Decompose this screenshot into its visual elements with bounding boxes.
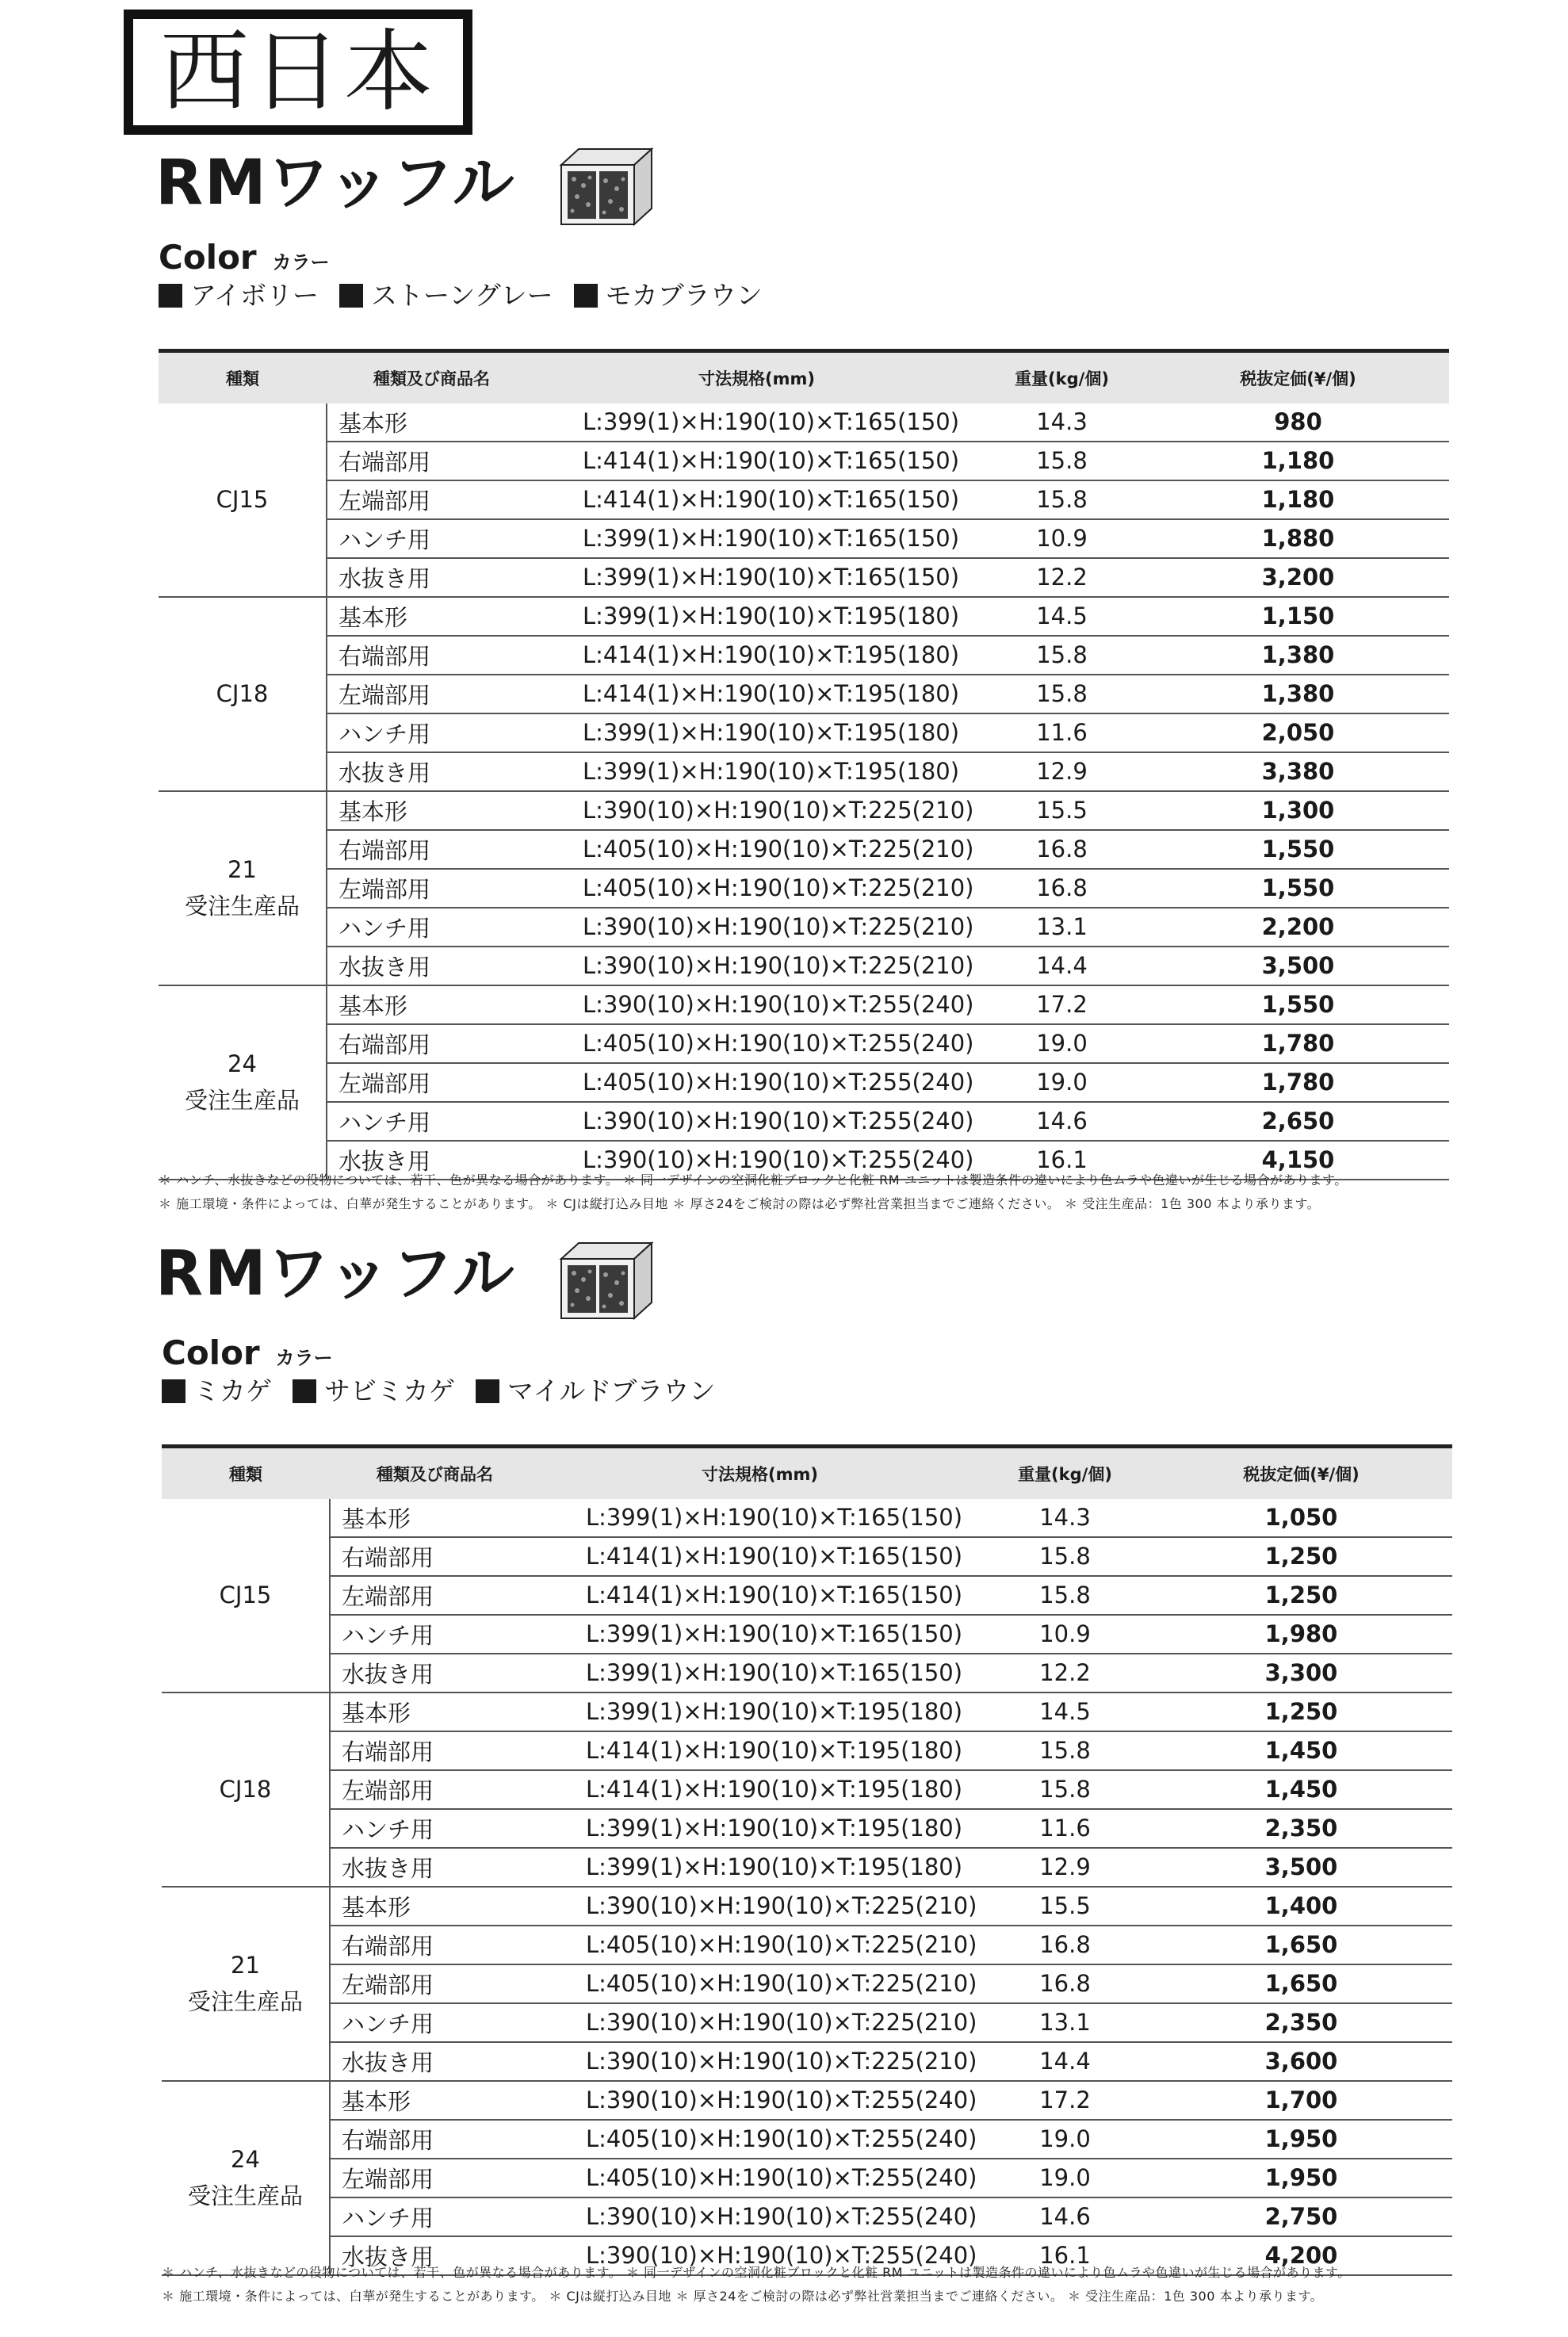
dimension-cell: L:399(1)×H:190(10)×T:195(180): [540, 1693, 980, 1731]
color-option: [574, 280, 763, 311]
header-name: 種類及び商品名: [327, 351, 537, 404]
price-cell: 1,180: [1147, 442, 1449, 480]
weight-cell: 17.2: [977, 985, 1147, 1024]
table-row: [159, 404, 1449, 442]
weight-cell: 16.8: [980, 1926, 1150, 1964]
item-name-cell: ハンチ用: [327, 1102, 537, 1141]
item-name-cell: 左端部用: [327, 1063, 537, 1102]
price-cell: 1,050: [1150, 1499, 1452, 1537]
weight-cell: 10.9: [980, 1615, 1150, 1654]
footnote-line: ＊ ハンチ、水抜きなどの役物については、若干、色が異なる場合があります。 ＊ 同一デザインの空洞化粧ブロックと化粧 RM ユニットは製造条件の違いにより色ムラや色違いが生じる場合があります。: [159, 1172, 1348, 1188]
item-name-cell: 水抜き用: [327, 1141, 537, 1180]
dimension-cell: L:414(1)×H:190(10)×T:195(180): [540, 1731, 980, 1770]
weight-cell: 16.8: [977, 830, 1147, 869]
dimension-cell: L:390(10)×H:190(10)×T:255(240): [540, 2236, 980, 2275]
dimension-cell: L:399(1)×H:190(10)×T:195(180): [540, 1848, 980, 1887]
dimension-cell: L:414(1)×H:190(10)×T:165(150): [540, 1576, 980, 1615]
table-row: [162, 1654, 1452, 1693]
color-option: [293, 1375, 455, 1406]
weight-cell: 14.3: [977, 404, 1147, 442]
table-row: [159, 1102, 1449, 1141]
dimension-cell: L:399(1)×H:190(10)×T:165(150): [537, 558, 977, 597]
weight-cell: 12.2: [977, 558, 1147, 597]
table-body: [159, 404, 1449, 1180]
dimension-cell: L:399(1)×H:190(10)×T:165(150): [540, 1615, 980, 1654]
price-cell: 1,980: [1150, 1615, 1452, 1654]
table-row: [159, 558, 1449, 597]
item-name-cell: 左端部用: [330, 1964, 540, 2003]
color-option: [339, 280, 553, 311]
table-row: [162, 1499, 1452, 1537]
price-cell: 1,400: [1150, 1887, 1452, 1926]
header-type: 種類: [159, 351, 327, 404]
table-row: [162, 1887, 1452, 1926]
color-heading: [159, 238, 330, 277]
item-name-cell: 水抜き用: [330, 2042, 540, 2081]
region-label-box: [124, 10, 472, 135]
color-swatch-icon: [574, 284, 598, 308]
table-body: [162, 1499, 1452, 2275]
weight-cell: 15.8: [977, 442, 1147, 480]
price-cell: 3,200: [1147, 558, 1449, 597]
weight-cell: 14.6: [980, 2197, 1150, 2236]
item-name-cell: 右端部用: [330, 1731, 540, 1770]
price-cell: 1,780: [1147, 1063, 1449, 1102]
dimension-cell: L:390(10)×H:190(10)×T:255(240): [537, 985, 977, 1024]
price-cell: 1,550: [1147, 985, 1449, 1024]
table-header-row: [162, 1447, 1452, 1499]
color-option: [162, 1375, 272, 1406]
price-cell: 1,250: [1150, 1693, 1452, 1731]
dimension-cell: L:405(10)×H:190(10)×T:255(240): [537, 1024, 977, 1063]
table-row: [162, 1537, 1452, 1576]
table-row: [159, 675, 1449, 713]
item-name-cell: 水抜き用: [330, 1848, 540, 1887]
table-row: [159, 713, 1449, 752]
item-name-cell: 基本形: [330, 1693, 540, 1731]
dimension-cell: L:414(1)×H:190(10)×T:165(150): [537, 480, 977, 519]
price-table: [159, 349, 1449, 1180]
weight-cell: 15.8: [980, 1537, 1150, 1576]
item-name-cell: 右端部用: [327, 636, 537, 675]
dimension-cell: L:414(1)×H:190(10)×T:195(180): [537, 675, 977, 713]
table-row: [162, 1926, 1452, 1964]
table-row: [162, 1576, 1452, 1615]
weight-cell: 19.0: [977, 1063, 1147, 1102]
item-name-cell: 水抜き用: [330, 1654, 540, 1693]
header-name: 種類及び商品名: [330, 1447, 540, 1499]
dimension-cell: L:405(10)×H:190(10)×T:255(240): [537, 1063, 977, 1102]
footnotes: [162, 2261, 1351, 2308]
dimension-cell: L:390(10)×H:190(10)×T:225(210): [537, 791, 977, 830]
dimension-cell: L:399(1)×H:190(10)×T:165(150): [540, 1499, 980, 1537]
price-cell: 1,880: [1147, 519, 1449, 558]
weight-cell: 15.8: [980, 1576, 1150, 1615]
table-row: [162, 1809, 1452, 1848]
color-label-kana: カラー: [272, 251, 330, 273]
price-cell: 3,500: [1150, 1848, 1452, 1887]
item-name-cell: 右端部用: [327, 1024, 537, 1063]
weight-cell: 12.9: [980, 1848, 1150, 1887]
header-dims: 寸法規格(mm): [540, 1447, 980, 1499]
header-price: 税抜定価(¥/個): [1147, 351, 1449, 404]
dimension-cell: L:414(1)×H:190(10)×T:165(150): [540, 1537, 980, 1576]
product-type-cell: CJ15: [159, 404, 327, 597]
dimension-cell: L:414(1)×H:190(10)×T:195(180): [537, 636, 977, 675]
color-name: サビミカゲ: [324, 1375, 455, 1406]
table-row: [159, 869, 1449, 908]
table-row: [162, 1693, 1452, 1731]
product-type-cell: 24 受注生産品: [159, 985, 327, 1180]
table-row: [159, 480, 1449, 519]
footnote-line: ＊ 施工環境・条件によっては、白華が発生することがあります。 ＊ CJは縦打込み目地 ＊ 厚さ24をご検討の際は必ず弊社営業担当までご連絡ください。 ＊ 受注生産品：1色 300 本より承ります。: [159, 1196, 1321, 1211]
dimension-cell: L:390(10)×H:190(10)×T:255(240): [540, 2197, 980, 2236]
table-row: [159, 985, 1449, 1024]
dimension-cell: L:399(1)×H:190(10)×T:195(180): [537, 597, 977, 636]
dimension-cell: L:405(10)×H:190(10)×T:225(210): [540, 1926, 980, 1964]
price-cell: 3,500: [1147, 947, 1449, 985]
price-cell: 1,950: [1150, 2159, 1452, 2197]
product-type-cell: 21 受注生産品: [162, 1887, 330, 2081]
dimension-cell: L:399(1)×H:190(10)×T:195(180): [537, 752, 977, 791]
product-title: RMワッフル: [155, 1238, 516, 1310]
footnote-line: ＊ 施工環境・条件によっては、白華が発生することがあります。 ＊ CJは縦打込み目地 ＊ 厚さ24をご検討の際は必ず弊社営業担当までご連絡ください。 ＊ 受注生産品：1色 300 本より承ります。: [162, 2289, 1324, 2304]
weight-cell: 13.1: [977, 908, 1147, 947]
product-type-cell: CJ18: [162, 1693, 330, 1887]
item-name-cell: ハンチ用: [330, 2003, 540, 2042]
color-swatch-icon: [293, 1379, 316, 1403]
item-name-cell: 基本形: [327, 985, 537, 1024]
price-cell: 4,150: [1147, 1141, 1449, 1180]
table-row: [159, 830, 1449, 869]
color-swatch-icon: [159, 284, 182, 308]
product-type-cell: CJ18: [159, 597, 327, 791]
table-row: [159, 597, 1449, 636]
price-cell: 2,050: [1147, 713, 1449, 752]
item-name-cell: 左端部用: [330, 1576, 540, 1615]
product-type-cell: CJ15: [162, 1499, 330, 1693]
header-weight: 重量(kg/個): [980, 1447, 1150, 1499]
price-cell: 1,650: [1150, 1964, 1452, 2003]
header-dims: 寸法規格(mm): [537, 351, 977, 404]
item-name-cell: 基本形: [327, 404, 537, 442]
item-name-cell: 基本形: [330, 2081, 540, 2120]
weight-cell: 15.5: [980, 1887, 1150, 1926]
item-name-cell: 右端部用: [327, 830, 537, 869]
color-swatch-icon: [339, 284, 363, 308]
color-name: ミカゲ: [193, 1375, 272, 1406]
dimension-cell: L:390(10)×H:190(10)×T:225(210): [540, 2003, 980, 2042]
price-cell: 1,250: [1150, 1537, 1452, 1576]
color-label: Color: [162, 1333, 260, 1372]
item-name-cell: ハンチ用: [330, 1615, 540, 1654]
weight-cell: 14.4: [980, 2042, 1150, 2081]
table-row: [159, 752, 1449, 791]
dimension-cell: L:390(10)×H:190(10)×T:255(240): [537, 1141, 977, 1180]
weight-cell: 15.8: [977, 675, 1147, 713]
weight-cell: 19.0: [977, 1024, 1147, 1063]
item-name-cell: ハンチ用: [327, 713, 537, 752]
dimension-cell: L:399(1)×H:190(10)×T:165(150): [537, 404, 977, 442]
weight-cell: 15.5: [977, 791, 1147, 830]
item-name-cell: 左端部用: [330, 2159, 540, 2197]
dimension-cell: L:390(10)×H:190(10)×T:225(210): [540, 2042, 980, 2081]
weight-cell: 12.9: [977, 752, 1147, 791]
price-cell: 980: [1147, 404, 1449, 442]
item-name-cell: 左端部用: [330, 1770, 540, 1809]
table-row: [159, 908, 1449, 947]
price-cell: 1,450: [1150, 1731, 1452, 1770]
table-row: [162, 1964, 1452, 2003]
table-row: [159, 1063, 1449, 1102]
dimension-cell: L:405(10)×H:190(10)×T:225(210): [540, 1964, 980, 2003]
color-name: アイボリー: [190, 280, 319, 311]
weight-cell: 15.8: [980, 1731, 1150, 1770]
price-cell: 1,700: [1150, 2081, 1452, 2120]
color-name: モカブラウン: [605, 280, 763, 311]
dimension-cell: L:414(1)×H:190(10)×T:195(180): [540, 1770, 980, 1809]
color-label: Color: [159, 238, 257, 277]
weight-cell: 17.2: [980, 2081, 1150, 2120]
color-list: [159, 280, 783, 311]
price-cell: 2,650: [1147, 1102, 1449, 1141]
price-cell: 1,550: [1147, 869, 1449, 908]
price-cell: 1,950: [1150, 2120, 1452, 2159]
price-cell: 1,180: [1147, 480, 1449, 519]
weight-cell: 19.0: [980, 2120, 1150, 2159]
item-name-cell: 右端部用: [327, 442, 537, 480]
table-row: [159, 636, 1449, 675]
price-cell: 2,350: [1150, 1809, 1452, 1848]
dimension-cell: L:405(10)×H:190(10)×T:255(240): [540, 2120, 980, 2159]
item-name-cell: 左端部用: [327, 869, 537, 908]
table-row: [162, 2159, 1452, 2197]
header-weight: 重量(kg/個): [977, 351, 1147, 404]
weight-cell: 15.8: [980, 1770, 1150, 1809]
item-name-cell: 右端部用: [330, 2120, 540, 2159]
item-name-cell: 左端部用: [327, 480, 537, 519]
dimension-cell: L:399(1)×H:190(10)×T:165(150): [540, 1654, 980, 1693]
weight-cell: 12.2: [980, 1654, 1150, 1693]
weight-cell: 19.0: [980, 2159, 1150, 2197]
item-name-cell: 右端部用: [330, 1926, 540, 1964]
product-type-cell: 24 受注生産品: [162, 2081, 330, 2275]
table-row: [162, 2120, 1452, 2159]
weight-cell: 14.5: [977, 597, 1147, 636]
weight-cell: 15.8: [977, 636, 1147, 675]
weight-cell: 14.6: [977, 1102, 1147, 1141]
table-row: [162, 1848, 1452, 1887]
item-name-cell: 水抜き用: [327, 947, 537, 985]
price-cell: 2,350: [1150, 2003, 1452, 2042]
region-label: 西日本: [160, 21, 436, 124]
item-name-cell: 右端部用: [330, 1537, 540, 1576]
dimension-cell: L:414(1)×H:190(10)×T:165(150): [537, 442, 977, 480]
weight-cell: 16.8: [977, 869, 1147, 908]
color-label-kana: カラー: [275, 1347, 333, 1369]
table-row: [162, 1770, 1452, 1809]
table-row: [159, 1024, 1449, 1063]
footnote-line: ＊ ハンチ、水抜きなどの役物については、若干、色が異なる場合があります。 ＊ 同一デザインの空洞化粧ブロックと化粧 RM ユニットは製造条件の違いにより色ムラや色違いが生じる場合があります。: [162, 2265, 1351, 2280]
price-cell: 1,250: [1150, 1576, 1452, 1615]
product-title: RMワッフル: [155, 147, 516, 219]
dimension-cell: L:405(10)×H:190(10)×T:255(240): [540, 2159, 980, 2197]
dimension-cell: L:390(10)×H:190(10)×T:225(210): [537, 908, 977, 947]
waffle-block-icon: [555, 1227, 658, 1322]
item-name-cell: 左端部用: [327, 675, 537, 713]
footnotes: [159, 1168, 1348, 1216]
weight-cell: 10.9: [977, 519, 1147, 558]
item-name-cell: 水抜き用: [327, 752, 537, 791]
price-cell: 1,780: [1147, 1024, 1449, 1063]
item-name-cell: ハンチ用: [330, 2197, 540, 2236]
color-swatch-icon: [162, 1379, 185, 1403]
table-row: [159, 442, 1449, 480]
table-row: [162, 1615, 1452, 1654]
table-row: [162, 1731, 1452, 1770]
weight-cell: 15.8: [977, 480, 1147, 519]
weight-cell: 14.4: [977, 947, 1147, 985]
item-name-cell: ハンチ用: [327, 519, 537, 558]
color-list: [162, 1375, 736, 1406]
price-cell: 3,600: [1150, 2042, 1452, 2081]
weight-cell: 11.6: [980, 1809, 1150, 1848]
item-name-cell: 水抜き用: [327, 558, 537, 597]
table-row: [162, 2081, 1452, 2120]
table-row: [159, 791, 1449, 830]
weight-cell: 14.3: [980, 1499, 1150, 1537]
dimension-cell: L:390(10)×H:190(10)×T:255(240): [537, 1102, 977, 1141]
item-name-cell: 基本形: [330, 1499, 540, 1537]
item-name-cell: 水抜き用: [330, 2236, 540, 2275]
table-row: [162, 2197, 1452, 2236]
table-row: [159, 947, 1449, 985]
price-cell: 1,550: [1147, 830, 1449, 869]
table-header-row: [159, 351, 1449, 404]
dimension-cell: L:405(10)×H:190(10)×T:225(210): [537, 830, 977, 869]
color-option: [476, 1375, 716, 1406]
weight-cell: 13.1: [980, 2003, 1150, 2042]
dimension-cell: L:390(10)×H:190(10)×T:255(240): [540, 2081, 980, 2120]
color-heading: [162, 1333, 333, 1372]
weight-cell: 11.6: [977, 713, 1147, 752]
dimension-cell: L:390(10)×H:190(10)×T:225(210): [537, 947, 977, 985]
color-option: [159, 280, 319, 311]
price-cell: 2,750: [1150, 2197, 1452, 2236]
dimension-cell: L:399(1)×H:190(10)×T:195(180): [537, 713, 977, 752]
color-swatch-icon: [476, 1379, 499, 1403]
item-name-cell: ハンチ用: [327, 908, 537, 947]
price-cell: 1,300: [1147, 791, 1449, 830]
price-cell: 1,380: [1147, 675, 1449, 713]
color-name: ストーングレー: [371, 280, 553, 311]
price-table: [162, 1444, 1452, 2276]
item-name-cell: 基本形: [327, 597, 537, 636]
weight-cell: 16.1: [980, 2236, 1150, 2275]
price-cell: 3,300: [1150, 1654, 1452, 1693]
price-cell: 1,450: [1150, 1770, 1452, 1809]
dimension-cell: L:390(10)×H:190(10)×T:225(210): [540, 1887, 980, 1926]
price-cell: 3,380: [1147, 752, 1449, 791]
price-cell: 1,380: [1147, 636, 1449, 675]
item-name-cell: 基本形: [330, 1887, 540, 1926]
waffle-block-icon: [555, 133, 658, 228]
weight-cell: 14.5: [980, 1693, 1150, 1731]
item-name-cell: ハンチ用: [330, 1809, 540, 1848]
dimension-cell: L:405(10)×H:190(10)×T:225(210): [537, 869, 977, 908]
price-cell: 4,200: [1150, 2236, 1452, 2275]
header-type: 種類: [162, 1447, 330, 1499]
dimension-cell: L:399(1)×H:190(10)×T:195(180): [540, 1809, 980, 1848]
product-type-cell: 21 受注生産品: [159, 791, 327, 985]
price-cell: 1,650: [1150, 1926, 1452, 1964]
table-row: [159, 519, 1449, 558]
header-price: 税抜定価(¥/個): [1150, 1447, 1452, 1499]
item-name-cell: 基本形: [327, 791, 537, 830]
table-row: [162, 2003, 1452, 2042]
weight-cell: 16.8: [980, 1964, 1150, 2003]
price-cell: 2,200: [1147, 908, 1449, 947]
price-cell: 1,150: [1147, 597, 1449, 636]
weight-cell: 16.1: [977, 1141, 1147, 1180]
table-row: [162, 2042, 1452, 2081]
color-name: マイルドブラウン: [507, 1375, 716, 1406]
dimension-cell: L:399(1)×H:190(10)×T:165(150): [537, 519, 977, 558]
